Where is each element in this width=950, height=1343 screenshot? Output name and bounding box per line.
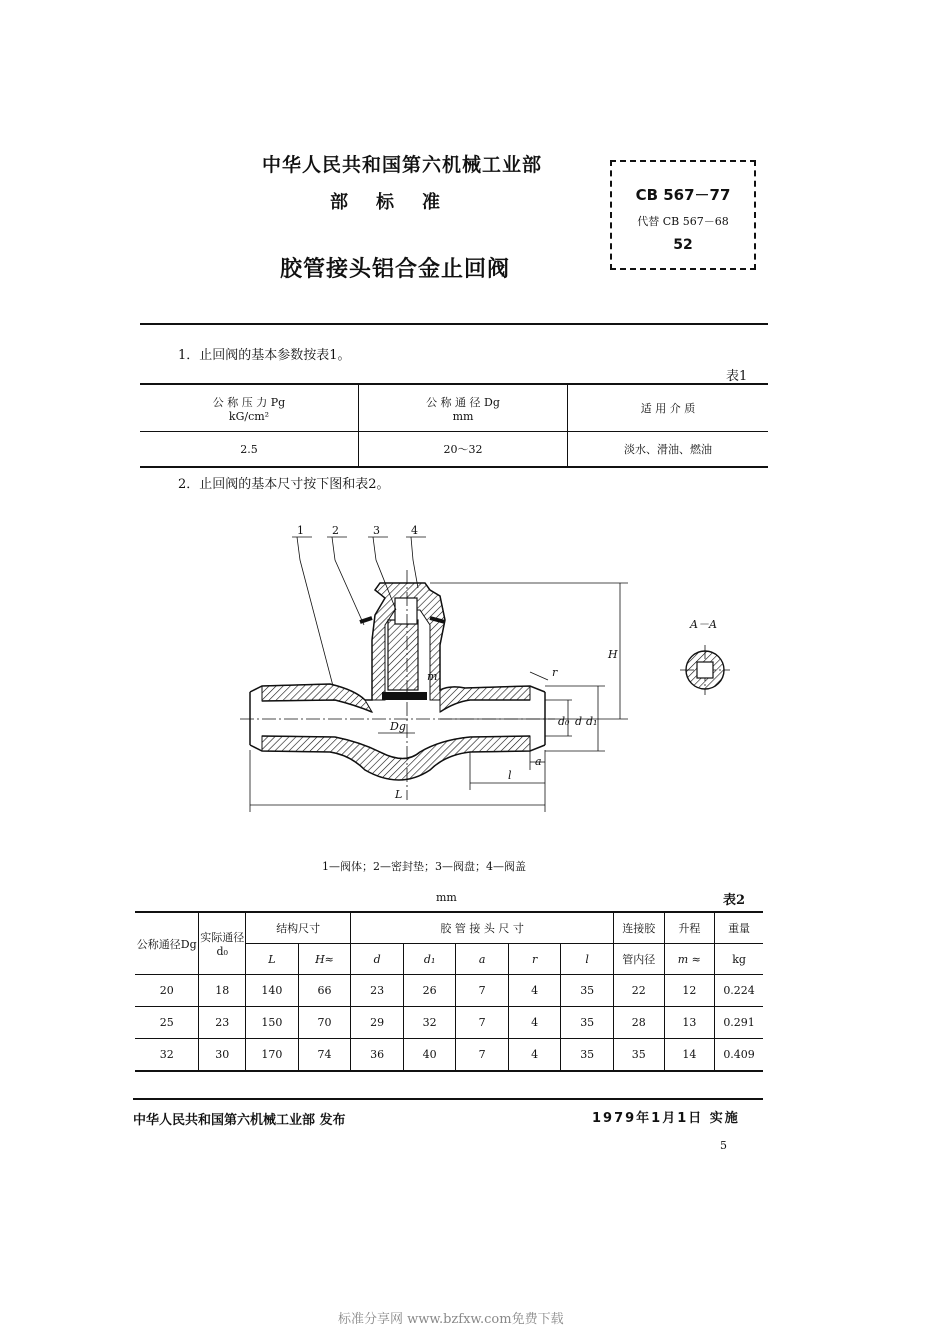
t2-head-d1: d₁ (403, 944, 456, 975)
table2 (135, 911, 763, 1072)
t2-cell: 12 (664, 975, 715, 1007)
t2-cell: 13 (664, 1007, 715, 1039)
t2-head-lift: 升程 (664, 912, 715, 944)
table2-unit: mm (436, 891, 457, 904)
dim-d: d (575, 715, 583, 728)
callout-1: 1 (297, 524, 304, 537)
t2-cell: 0.224 (715, 975, 763, 1007)
table-row (135, 1039, 763, 1072)
callout-2: 2 (332, 524, 339, 537)
t2-head-L: L (246, 944, 299, 975)
t2-cell: 18 (199, 975, 246, 1007)
t2-cell: 22 (613, 975, 664, 1007)
t2-cell: 35 (561, 975, 614, 1007)
t2-cell: 7 (456, 1039, 508, 1072)
t2-head-hose: 胶 管 接 头 尺 寸 (351, 912, 614, 944)
t2-head-structure: 结构尺寸 (246, 912, 351, 944)
dim-d0: d₀ (558, 715, 570, 728)
t2-cell: 35 (561, 1007, 614, 1039)
t2-cell: 36 (351, 1039, 404, 1072)
t2-cell: 70 (298, 1007, 351, 1039)
t2-cell: 28 (613, 1007, 664, 1039)
dim-l: l (508, 769, 512, 782)
t2-cell: 140 (246, 975, 299, 1007)
t2-cell: 20 (135, 975, 199, 1007)
footer-issuer: 中华人民共和国第六机械工业部 发布 (133, 1113, 346, 1128)
document-title: 胶管接头铝合金止回阀 (280, 257, 511, 282)
t2-cell: 40 (403, 1039, 456, 1072)
standard-code: CB 567－77 (635, 186, 731, 204)
t2-cell: 23 (351, 975, 404, 1007)
section2-text: 2．止回阀的基本尺寸按下图和表2。 (178, 477, 390, 492)
t2-cell: 170 (246, 1039, 299, 1072)
t2-head-conn2: 管内径 (613, 944, 664, 975)
t2-head-H: H≈ (298, 944, 351, 975)
t2-head-weight: 重量 (715, 912, 763, 944)
footer-effective-date: 1979年1月1日 实施 (592, 1111, 740, 1126)
dim-r: r (552, 666, 558, 679)
table-row (135, 1007, 763, 1039)
t2-head-m: m ≈ (664, 944, 715, 975)
table2-label: 表2 (723, 893, 746, 908)
t2-cell: 25 (135, 1007, 199, 1039)
callout-3: 3 (373, 524, 380, 537)
t2-head-nominal: 公称通径Dg (135, 912, 199, 975)
t1-head-diameter: 公 称 通 径 Dg mm (359, 384, 568, 432)
figure-caption: 1—阀体；2—密封垫；3—阀盘；4—阀盖 (322, 860, 526, 873)
t2-cell: 32 (135, 1039, 199, 1072)
t2-head-r: r (508, 944, 560, 975)
t2-cell: 14 (664, 1039, 715, 1072)
page-number: 5 (720, 1139, 727, 1152)
t2-head-actual: 实际通径d₀ (199, 912, 246, 975)
dim-d1: d₁ (586, 715, 598, 728)
t2-cell: 0.291 (715, 1007, 763, 1039)
t2-cell: 4 (508, 1039, 560, 1072)
t1-head-medium: 适 用 介 质 (568, 384, 769, 432)
callout-4: 4 (411, 524, 418, 537)
t1-cell: 2.5 (140, 432, 359, 468)
t2-cell: 30 (199, 1039, 246, 1072)
t1-head-pressure: 公 称 压 力 Pg kG/cm² (140, 384, 359, 432)
t1-cell: 20～32 (359, 432, 568, 468)
issuing-ministry: 中华人民共和国第六机械工业部 (262, 154, 543, 176)
t2-cell: 23 (199, 1007, 246, 1039)
t2-head-a: a (456, 944, 508, 975)
footer-rule (133, 1098, 763, 1100)
t2-cell: 4 (508, 975, 560, 1007)
t2-cell: 7 (456, 975, 508, 1007)
replaces-code: 代替 CB 567－68 (637, 215, 729, 228)
standard-type: 部标准 (330, 192, 468, 213)
t2-cell: 150 (246, 1007, 299, 1039)
t2-head-d: d (351, 944, 404, 975)
dim-a: a (535, 755, 542, 768)
dim-Dg: Dg (390, 720, 406, 733)
table-row (135, 975, 763, 1007)
t2-cell: 29 (351, 1007, 404, 1039)
table1-label: 表1 (726, 369, 748, 384)
t2-cell: 74 (298, 1039, 351, 1072)
t2-cell: 0.409 (715, 1039, 763, 1072)
t2-cell: 7 (456, 1007, 508, 1039)
t2-head-conn: 连接胶 (613, 912, 664, 944)
dim-L: L (395, 788, 403, 801)
t2-cell: 26 (403, 975, 456, 1007)
watermark: 标准分享网 www.bzfxw.com免费下载 (338, 1312, 564, 1327)
t2-cell: 35 (613, 1039, 664, 1072)
dim-m: m (427, 670, 438, 683)
t2-cell: 66 (298, 975, 351, 1007)
section-label: A－A (690, 618, 717, 631)
standard-number: 52 (673, 237, 693, 253)
t2-head-kg: kg (715, 944, 763, 975)
t1-cell: 淡水、滑油、燃油 (568, 432, 769, 468)
t2-cell: 32 (403, 1007, 456, 1039)
section1-text: 1．止回阀的基本参数按表1。 (178, 348, 351, 363)
t2-cell: 4 (508, 1007, 560, 1039)
t2-cell: 35 (561, 1039, 614, 1072)
t2-head-l: l (561, 944, 614, 975)
dim-H: H (608, 648, 618, 661)
